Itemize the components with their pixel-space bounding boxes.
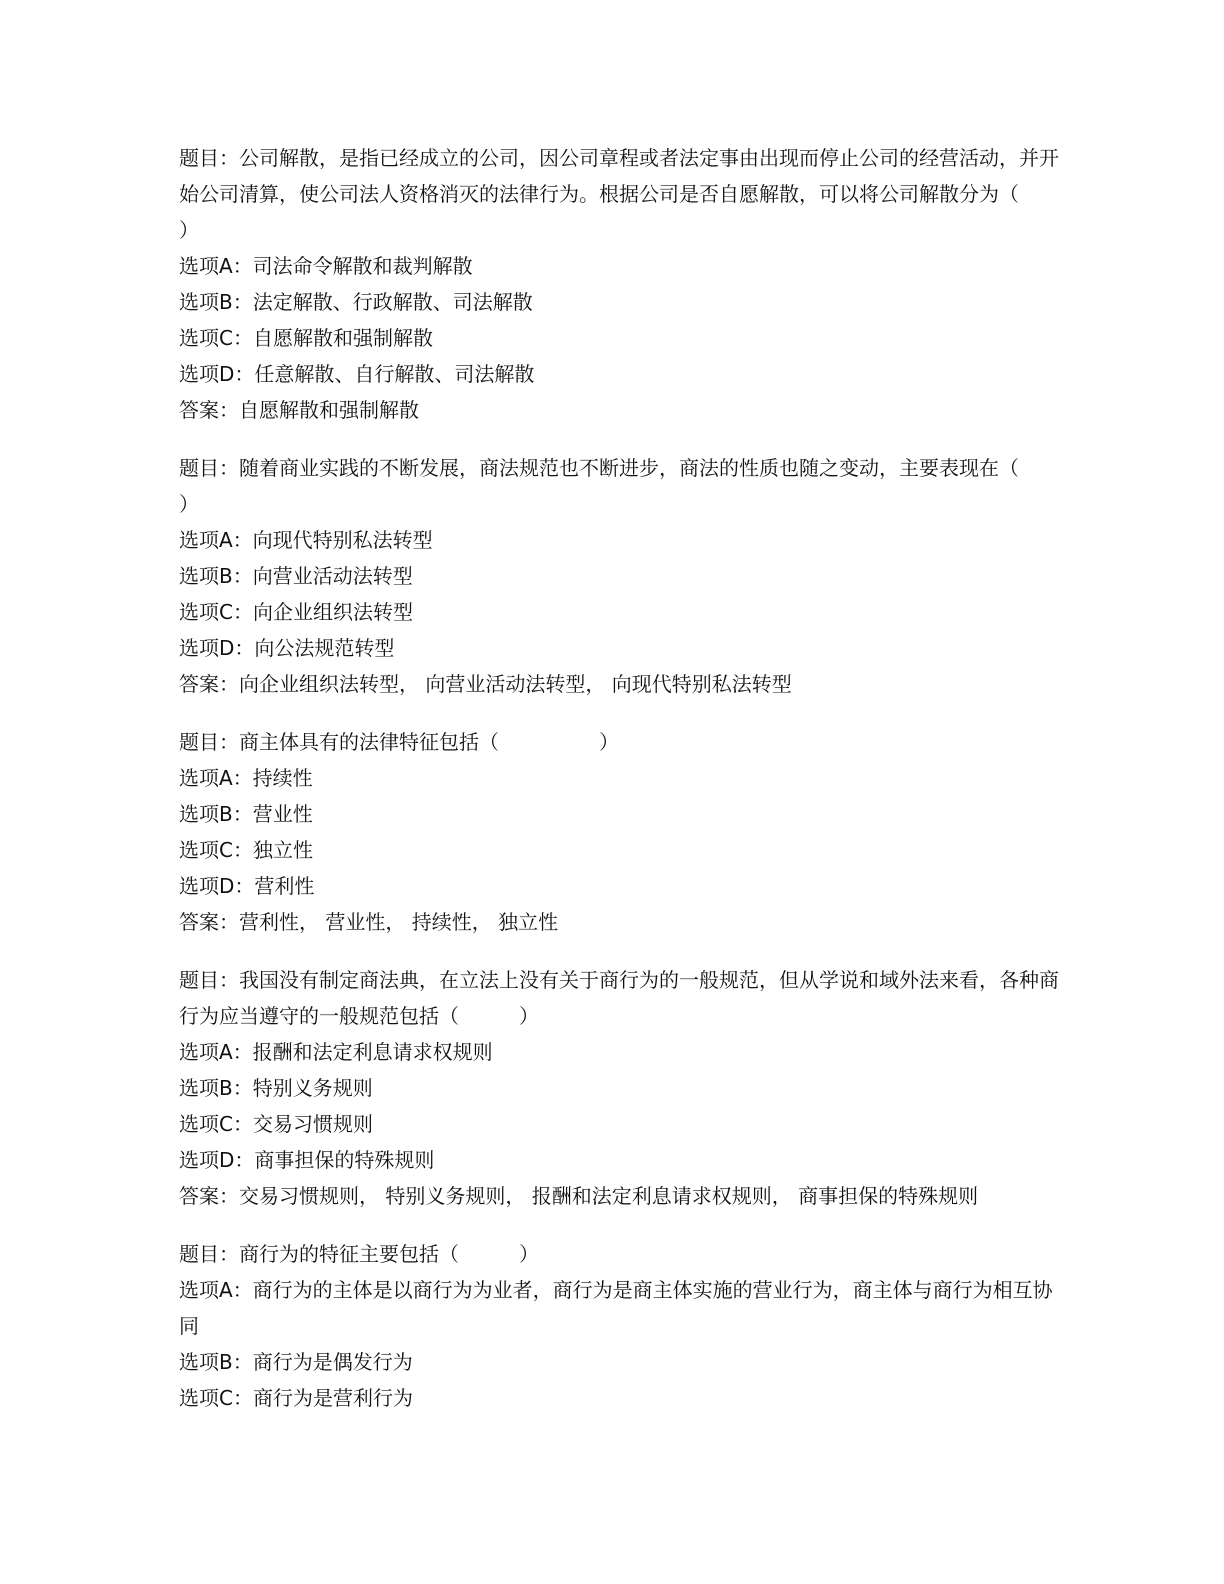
option-b: 选项B：法定解散、行政解散、司法解散: [179, 290, 533, 314]
question-block: [179, 724, 1059, 940]
answer-text: 答案：营利性， 营业性， 持续性， 独立性: [179, 910, 559, 934]
option-c: 选项C：独立性: [179, 838, 313, 862]
option-d: 选项D：任意解散、自行解散、司法解散: [179, 362, 535, 386]
answer-text: 答案：向企业组织法转型， 向营业活动法转型， 向现代特别私法转型: [179, 672, 792, 696]
option-d: 选项D：营利性: [179, 874, 315, 898]
option-b: 选项B：特别义务规则: [179, 1076, 373, 1100]
question-block: [179, 140, 1059, 428]
question-block: [179, 450, 1079, 702]
option-d: 选项D：向公法规范转型: [179, 636, 395, 660]
answer-text: 答案：交易习惯规则， 特别义务规则， 报酬和法定利息请求权规则， 商事担保的特殊规则: [179, 1184, 979, 1208]
option-a: 选项A：司法命令解散和裁判解散: [179, 254, 473, 278]
option-b: 选项B：营业性: [179, 802, 313, 826]
document-page: [179, 140, 1079, 1438]
option-b: 选项B：向营业活动法转型: [179, 564, 413, 588]
question-block: [179, 1236, 1059, 1416]
question-text: 题目：商行为的特征主要包括（ ）: [179, 1242, 539, 1266]
question-text: 题目：公司解散，是指已经成立的公司，因公司章程或者法定事由出现而停止公司的经营活动，并开始公司清算，使公司法人资格消灭的法律行为。根据公司是否自愿解散，可以将公司解散分为（ ）: [179, 146, 1059, 242]
question-text: 题目：随着商业实践的不断发展，商法规范也不断进步，商法的性质也随之变动，主要表现在（ ）: [179, 456, 1079, 516]
option-a: 选项A：商行为的主体是以商行为为业者，商行为是商主体实施的营业行为，商主体与商行为相互协同: [179, 1278, 1053, 1338]
option-a: 选项A：持续性: [179, 766, 313, 790]
option-a: 选项A：向现代特别私法转型: [179, 528, 433, 552]
option-c: 选项C：交易习惯规则: [179, 1112, 373, 1136]
option-c: 选项C：自愿解散和强制解散: [179, 326, 433, 350]
answer-text: 答案：自愿解散和强制解散: [179, 398, 419, 422]
option-d: 选项D：商事担保的特殊规则: [179, 1148, 435, 1172]
question-text: 题目：商主体具有的法律特征包括（ ）: [179, 730, 619, 754]
option-c: 选项C：向企业组织法转型: [179, 600, 413, 624]
option-c: 选项C：商行为是营利行为: [179, 1386, 413, 1410]
question-block: [179, 962, 1059, 1214]
option-a: 选项A：报酬和法定利息请求权规则: [179, 1040, 493, 1064]
option-b: 选项B：商行为是偶发行为: [179, 1350, 413, 1374]
question-text: 题目：我国没有制定商法典，在立法上没有关于商行为的一般规范，但从学说和域外法来看，各种商行为应当遵守的一般规范包括（ ）: [179, 968, 1059, 1028]
